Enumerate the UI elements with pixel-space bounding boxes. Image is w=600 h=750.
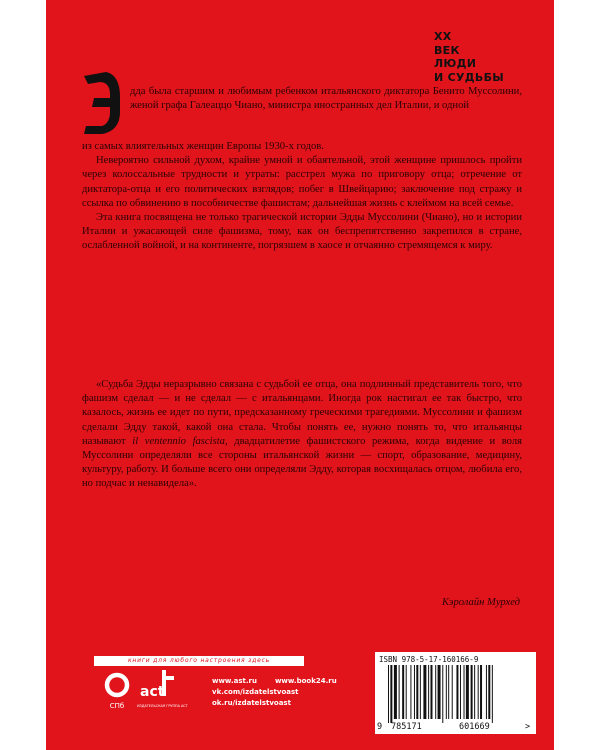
barcode-bar <box>488 665 490 719</box>
description-paragraph-3: Эта книга посвящена не только трагической истории Эдды Муссолини (Чиано), но и истории Италии и ужасающей силе фашизма, тому, как он беспрепятственно закрепился в стране, ослабленной войной, и на континенте, погрязшем в хаосе и отчаянно стремящемся к миру. <box>82 212 522 252</box>
publisher-links <box>212 676 337 709</box>
series-line-1: XX <box>434 30 452 43</box>
link-book24-site[interactable]: www.book24.ru <box>274 677 337 685</box>
barcode-bar <box>474 665 475 719</box>
barcode-digit-group-1: 785171 <box>391 722 422 732</box>
barcode-digit-first: 9 <box>377 722 383 732</box>
intro-first-lines <box>130 85 522 113</box>
quote-block <box>82 378 522 492</box>
barcode-bar <box>464 665 465 719</box>
intro-paragraph-start: дда была старшим и любимым ребенком итальянского диктатора Бенито Муссолини, женой графа Галеаццо Чиано, министра иностранных дел Италии, и одной <box>130 86 522 112</box>
barcode-bar <box>430 665 432 719</box>
link-ast-site[interactable]: www.ast.ru <box>212 677 257 685</box>
series-line-2: ВЕК <box>434 43 460 57</box>
drop-cap-letter <box>82 70 122 136</box>
quote-part-1: «Судьба Эдды неразрывно связана с судьбой ее отца, она подлинный представитель того, что фашизм сделал — и не сделал — с итальянцами. Иногда рок настигал ее так быстро, что казалось, жизнь ее идет по пути, предсказанному греческими трагедиями. Муссолини и фашизм сделали Эдду такой, какой она стала. Чтобы понять ее, нужно понять то, что итальянцы называют <box>82 379 522 447</box>
quote-text <box>82 378 522 492</box>
barcode-bar <box>406 665 407 719</box>
barcode-bar <box>423 665 426 719</box>
back-cover <box>46 0 554 750</box>
link-vk[interactable]: vk.com/izdatelstvoast <box>212 688 299 696</box>
ast-publisher-label: ИЗДАТЕЛЬСКАЯ ГРУППА АСТ <box>137 704 188 708</box>
publisher-ring-logo-icon <box>104 672 130 714</box>
barcode-bar <box>492 665 493 723</box>
barcode-bar <box>456 665 458 719</box>
quote-italic-term: il ventennio fascista, <box>132 435 228 447</box>
barcode-bar <box>471 665 473 719</box>
series-title <box>434 30 504 84</box>
barcode-bar <box>394 665 397 719</box>
barcode-bar <box>399 665 400 719</box>
barcode-bar <box>486 665 487 719</box>
ast-logo-text: act <box>140 684 165 700</box>
isbn-barcode-box <box>375 652 536 734</box>
link-ok[interactable]: ok.ru/izdatelstvoast <box>212 699 291 707</box>
barcode-bar <box>416 665 418 719</box>
ast-logo-icon <box>136 666 188 712</box>
barcode-arrow: > <box>525 722 531 732</box>
description-text <box>82 140 522 254</box>
barcode-bar <box>435 665 436 719</box>
barcode-bar <box>466 665 469 719</box>
description-paragraph-2: Невероятно сильной духом, крайне умной и обаятельной, этой женщине пришлось пройти через колоссальные трудности и утраты: расстрел мужа по приговору отца; отречение от диктатора-отца и его политических взглядов; побег в Швейцарию; заключение под стражу и ссылка по обвинению в пособничестве фашистам; дальнейшая жизнь с клеймом на всей семье. <box>82 155 522 209</box>
barcode-bar <box>428 665 429 719</box>
barcode-bar <box>390 665 392 723</box>
barcode-bar <box>460 665 461 719</box>
barcode-icon <box>378 665 533 723</box>
barcode-bar <box>452 665 453 719</box>
ring-logo-caption: СПб <box>109 702 125 710</box>
barcode-bar <box>388 665 389 723</box>
barcode-bar <box>420 665 421 719</box>
quote-part-2: двадцатилетие фашистского режима, когда видение и воля Муссолини определяли все стороны итальянской жизни — спорт, образование, медицину, культуру, работу. И больше всего они определяли Эдду, которая восхищалась отцом, любила его, но подчас и ненавидела». <box>82 435 522 490</box>
quote-author: Кэролайн Мурхед <box>442 597 520 608</box>
publisher-slogan: книги для любого настроения здесь <box>94 656 304 666</box>
barcode-bar <box>480 665 482 719</box>
barcode-digit-group-2: 601669 <box>459 722 490 732</box>
barcode-bar <box>414 665 415 719</box>
isbn-number: ISBN 978-5-17-160166-9 <box>379 655 479 664</box>
barcode-bar <box>442 665 443 723</box>
barcode-bar <box>438 665 441 719</box>
intro-paragraph-end: из самых влиятельных женщин Европы 1930-х годов. <box>82 141 324 152</box>
barcode-bar <box>478 665 479 719</box>
series-line-4: И СУДЬБЫ <box>434 70 504 84</box>
barcode-bar <box>410 665 411 719</box>
barcode-bar <box>446 665 447 719</box>
barcode-bar <box>448 665 449 719</box>
barcode-bar <box>402 665 404 719</box>
series-line-3: ЛЮДИ <box>434 57 477 70</box>
